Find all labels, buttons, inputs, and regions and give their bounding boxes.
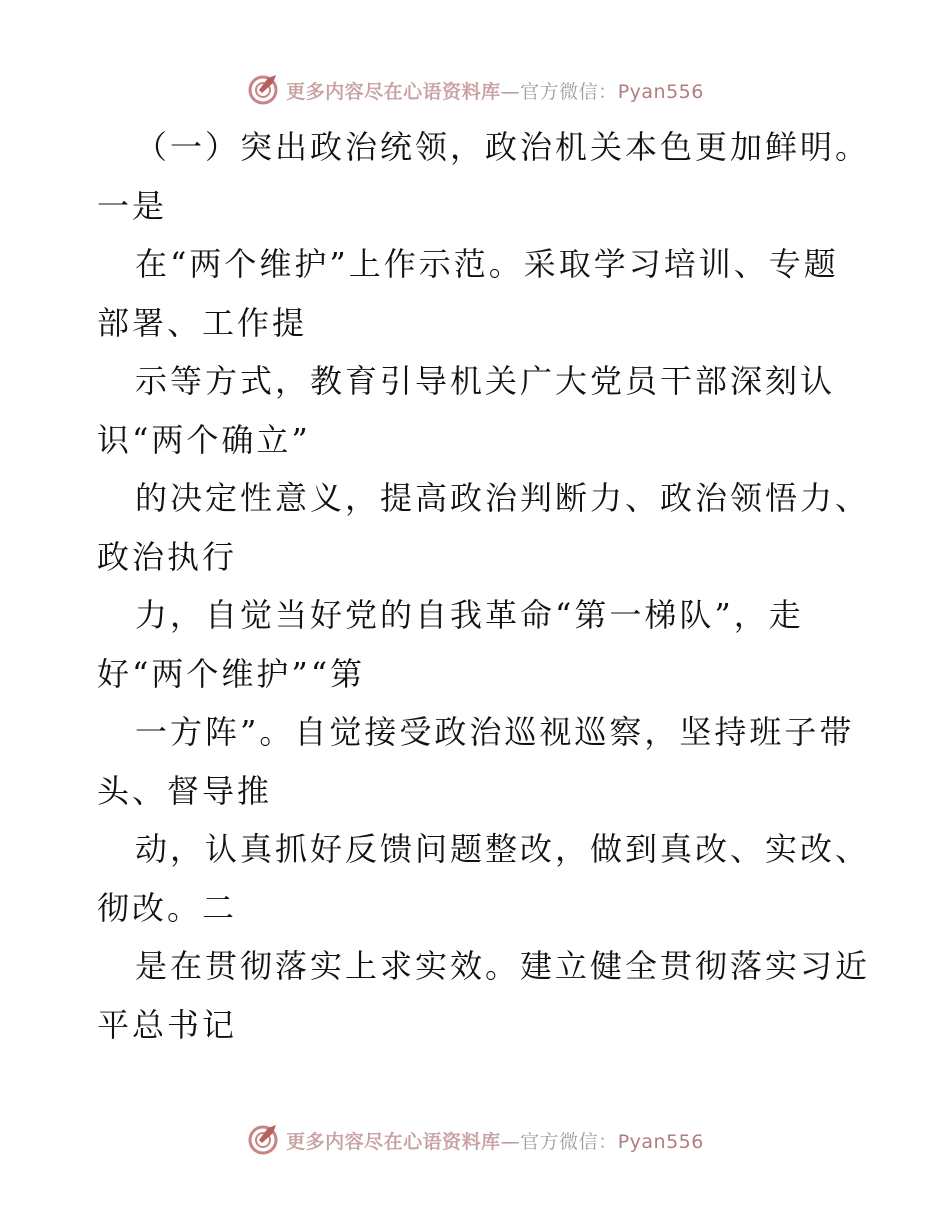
- watermark-id: Pyan556: [617, 1130, 704, 1153]
- body-line: （一）突出政治统领，政治机关本色更加鲜明。: [135, 128, 871, 166]
- body-line: 是在贯彻落实上求实效。建立健全贯彻落实习近: [135, 947, 871, 985]
- document-body: [97, 118, 871, 1054]
- body-line: 彻改。二: [97, 888, 238, 927]
- watermark-text: [286, 1127, 704, 1154]
- body-line: 头、督导推: [97, 771, 273, 810]
- watermark-separator: —: [500, 80, 521, 103]
- body-line: 在“两个维护”上作示范。采取学习培训、专题: [135, 245, 839, 283]
- body-line: 识“两个确立”: [97, 420, 311, 459]
- watermark-text-cn: 更多内容尽在心语资料库: [286, 80, 501, 103]
- body-line: 平总书记: [97, 1005, 238, 1044]
- watermark-text-cn: 更多内容尽在心语资料库: [286, 1130, 501, 1153]
- body-line: 好“两个维护”“第: [97, 654, 366, 693]
- watermark-separator: —: [500, 1130, 521, 1153]
- watermark-text-wx: 官方微信：: [520, 80, 618, 103]
- watermark-text: [286, 77, 704, 104]
- body-line: 的决定性意义，提高政治判断力、政治领悟力、: [135, 479, 871, 517]
- body-line: 政治执行: [97, 537, 238, 576]
- body-line: 力，自觉当好党的自我革命“第一梯队”，走: [135, 596, 804, 634]
- body-line: 一方阵”。自觉接受政治巡视巡察，坚持班子带: [135, 713, 855, 751]
- watermark-id: Pyan556: [617, 80, 704, 103]
- body-line: 部署、工作提: [97, 303, 308, 342]
- footer-watermark: [0, 1120, 950, 1160]
- body-line: 动，认真抓好反馈问题整改，做到真改、实改、: [135, 830, 871, 868]
- pen-circle-logo-icon: [246, 73, 280, 107]
- pen-circle-logo-icon: [246, 1123, 280, 1157]
- header-watermark: [0, 70, 950, 110]
- body-line: 示等方式，教育引导机关广大党员干部深刻认: [135, 362, 836, 400]
- watermark-text-wx: 官方微信：: [520, 1130, 618, 1153]
- body-line: 一是: [97, 186, 168, 225]
